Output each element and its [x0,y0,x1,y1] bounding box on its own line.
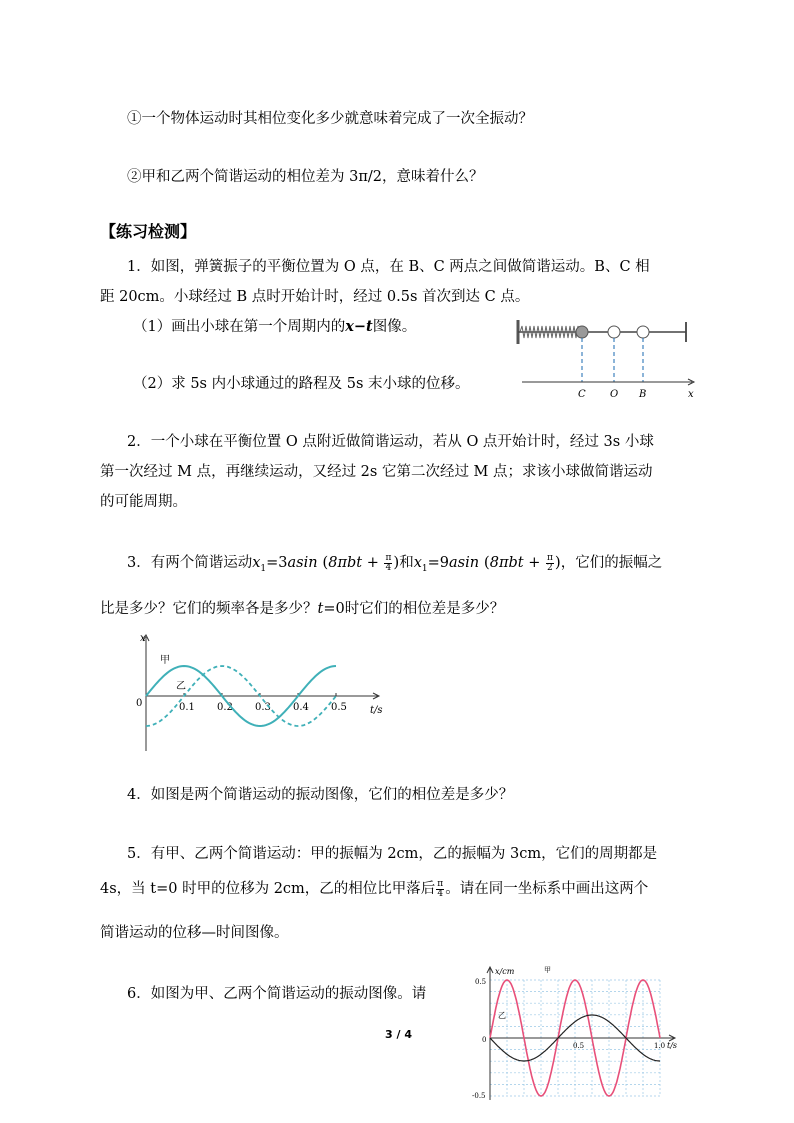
ball-o [608,326,620,338]
axis-t-label: t/s [667,1041,678,1050]
p3-post: ，它们的振幅之 [560,555,663,571]
p3-eq2: =9 [427,555,450,571]
p5-frac: $\frac{\pi}{4}$ [437,878,444,899]
problem-6: 6．如图为甲、乙两个简谐运动的振动图像。请 [127,986,427,1002]
question-2: ②甲和乙两个简谐运动的相位差为 3π/2，意味着什么？ [127,169,484,185]
p3-eq1: =3 [266,555,288,571]
y-pos-label: 0.5 [475,978,487,986]
p3-line2-post: =0时它们的相位差是多少？ [323,601,505,617]
label-yi: 乙 [176,681,186,692]
page-number: 3 / 4 [385,1028,412,1041]
tick-label: 0.3 [255,702,271,713]
t-mid-label: 0.5 [573,1042,585,1050]
label-b: B [639,389,647,400]
label-c: C [578,389,586,400]
tick-label: 0.2 [217,702,233,713]
p3-arg1: 8πbt + [328,555,384,571]
p3-arg2: 8πbt + [489,555,545,571]
p3-line2-pre: 比是多少？它们的频率各是多少？ [100,601,318,617]
problem-5-line-1: 5．有甲、乙两个简谐运动：甲的振幅为 2cm，乙的振幅为 3cm，它们的周期都是 [127,846,658,862]
axis-x-label: x [140,633,146,644]
problem-5-line-2 [100,877,648,899]
p5-line2-pre: 4s，当 t=0 时甲的位移为 2cm，乙的相位比甲落后 [100,881,436,897]
problem-2-line-2: 第一次经过 M 点，再继续运动，又经过 2s 它第二次经过 M 点；求该小球做简谐运动 [100,464,653,480]
origin-label: 0 [482,1036,487,1044]
question-1: ①一个物体运动时其相位变化多少就意味着完成了一次全振动？ [127,111,533,127]
p3-x1b: x [413,555,422,571]
problem-1-sub-1 [133,315,416,336]
axis-y-label: x/cm [495,967,515,976]
p3-frac2: $\frac{\pi}{2}$ [546,552,553,573]
sub1-pre: （1）画出小球在第一个周期内的 [133,319,346,335]
problem-1-line-2: 距 20cm。小球经过 B 点时开始计时，经过 0.5s 首次到达 C 点。 [100,289,530,305]
problem-3-line-1: 3．有两个简谐运动$x_1=3asin$ (8πbt + $\frac{\pi}{4}$ )和$x_1=9asin$ (8πbt + $\frac{\pi}{2}$ )，它们的振幅之 [127,552,663,574]
p3-and: 和 [399,555,414,571]
label-x: x [688,389,694,400]
tick-label: 0.5 [331,702,347,713]
label-yi: 乙 [498,1011,506,1020]
label-jia: 甲 [160,655,170,666]
tick-label: 0.1 [179,702,195,713]
problem-1-sub-2: （2）求 5s 内小球通过的路程及 5s 末小球的位移。 [133,376,470,392]
p3-t: t [317,601,324,617]
sub1-post: 图像。 [372,319,417,335]
section-title: 【练习检测】 [100,222,197,241]
problem-4: 4．如图是两个简谐运动的振动图像，它们的相位差是多少？ [127,787,514,803]
ball-b [637,326,649,338]
p5-line2-post: 。请在同一坐标系中画出这两个 [445,881,649,897]
two-wave-figure [130,633,400,753]
spring-oscillator-figure [510,318,700,403]
y-neg-label: -0.5 [472,1092,486,1100]
p3-x1a: x [252,555,261,571]
problem-2-line-1: 2．一个小球在平衡位置 O 点附近做简谐运动，若从 O 点开始计时，经过 3s 小球 [127,434,654,450]
t-end-label: 1.0 [654,1042,666,1050]
origin-label: 0 [136,698,143,709]
tick-label: 0.4 [293,702,309,713]
problem-3-line-2 [100,597,504,618]
problem-5-line-3: 简谐运动的位移—时间图像。 [100,925,289,941]
problem-2-line-3: 的可能周期。 [100,494,187,510]
p3-asin1: asin [287,555,318,571]
p3-sub2: 1 [421,563,428,574]
label-jia: 甲 [544,966,551,974]
p3-frac1: $\frac{\pi}{4}$ [385,552,392,573]
p3-sub1: 1 [260,563,267,574]
p3-asin2: asin [449,555,480,571]
ball-c [576,326,588,338]
grid-wave-figure [470,962,680,1104]
axis-t-label: t/s [370,705,383,716]
label-o: O [610,389,619,400]
problem-1-line-1: 1．如图，弹簧振子的平衡位置为 O 点，在 B、C 两点之间做简谐运动。B、C 相 [127,259,650,275]
sub1-math: x−t [345,318,373,335]
p3-pre: 3．有两个简谐运动 [127,555,253,571]
